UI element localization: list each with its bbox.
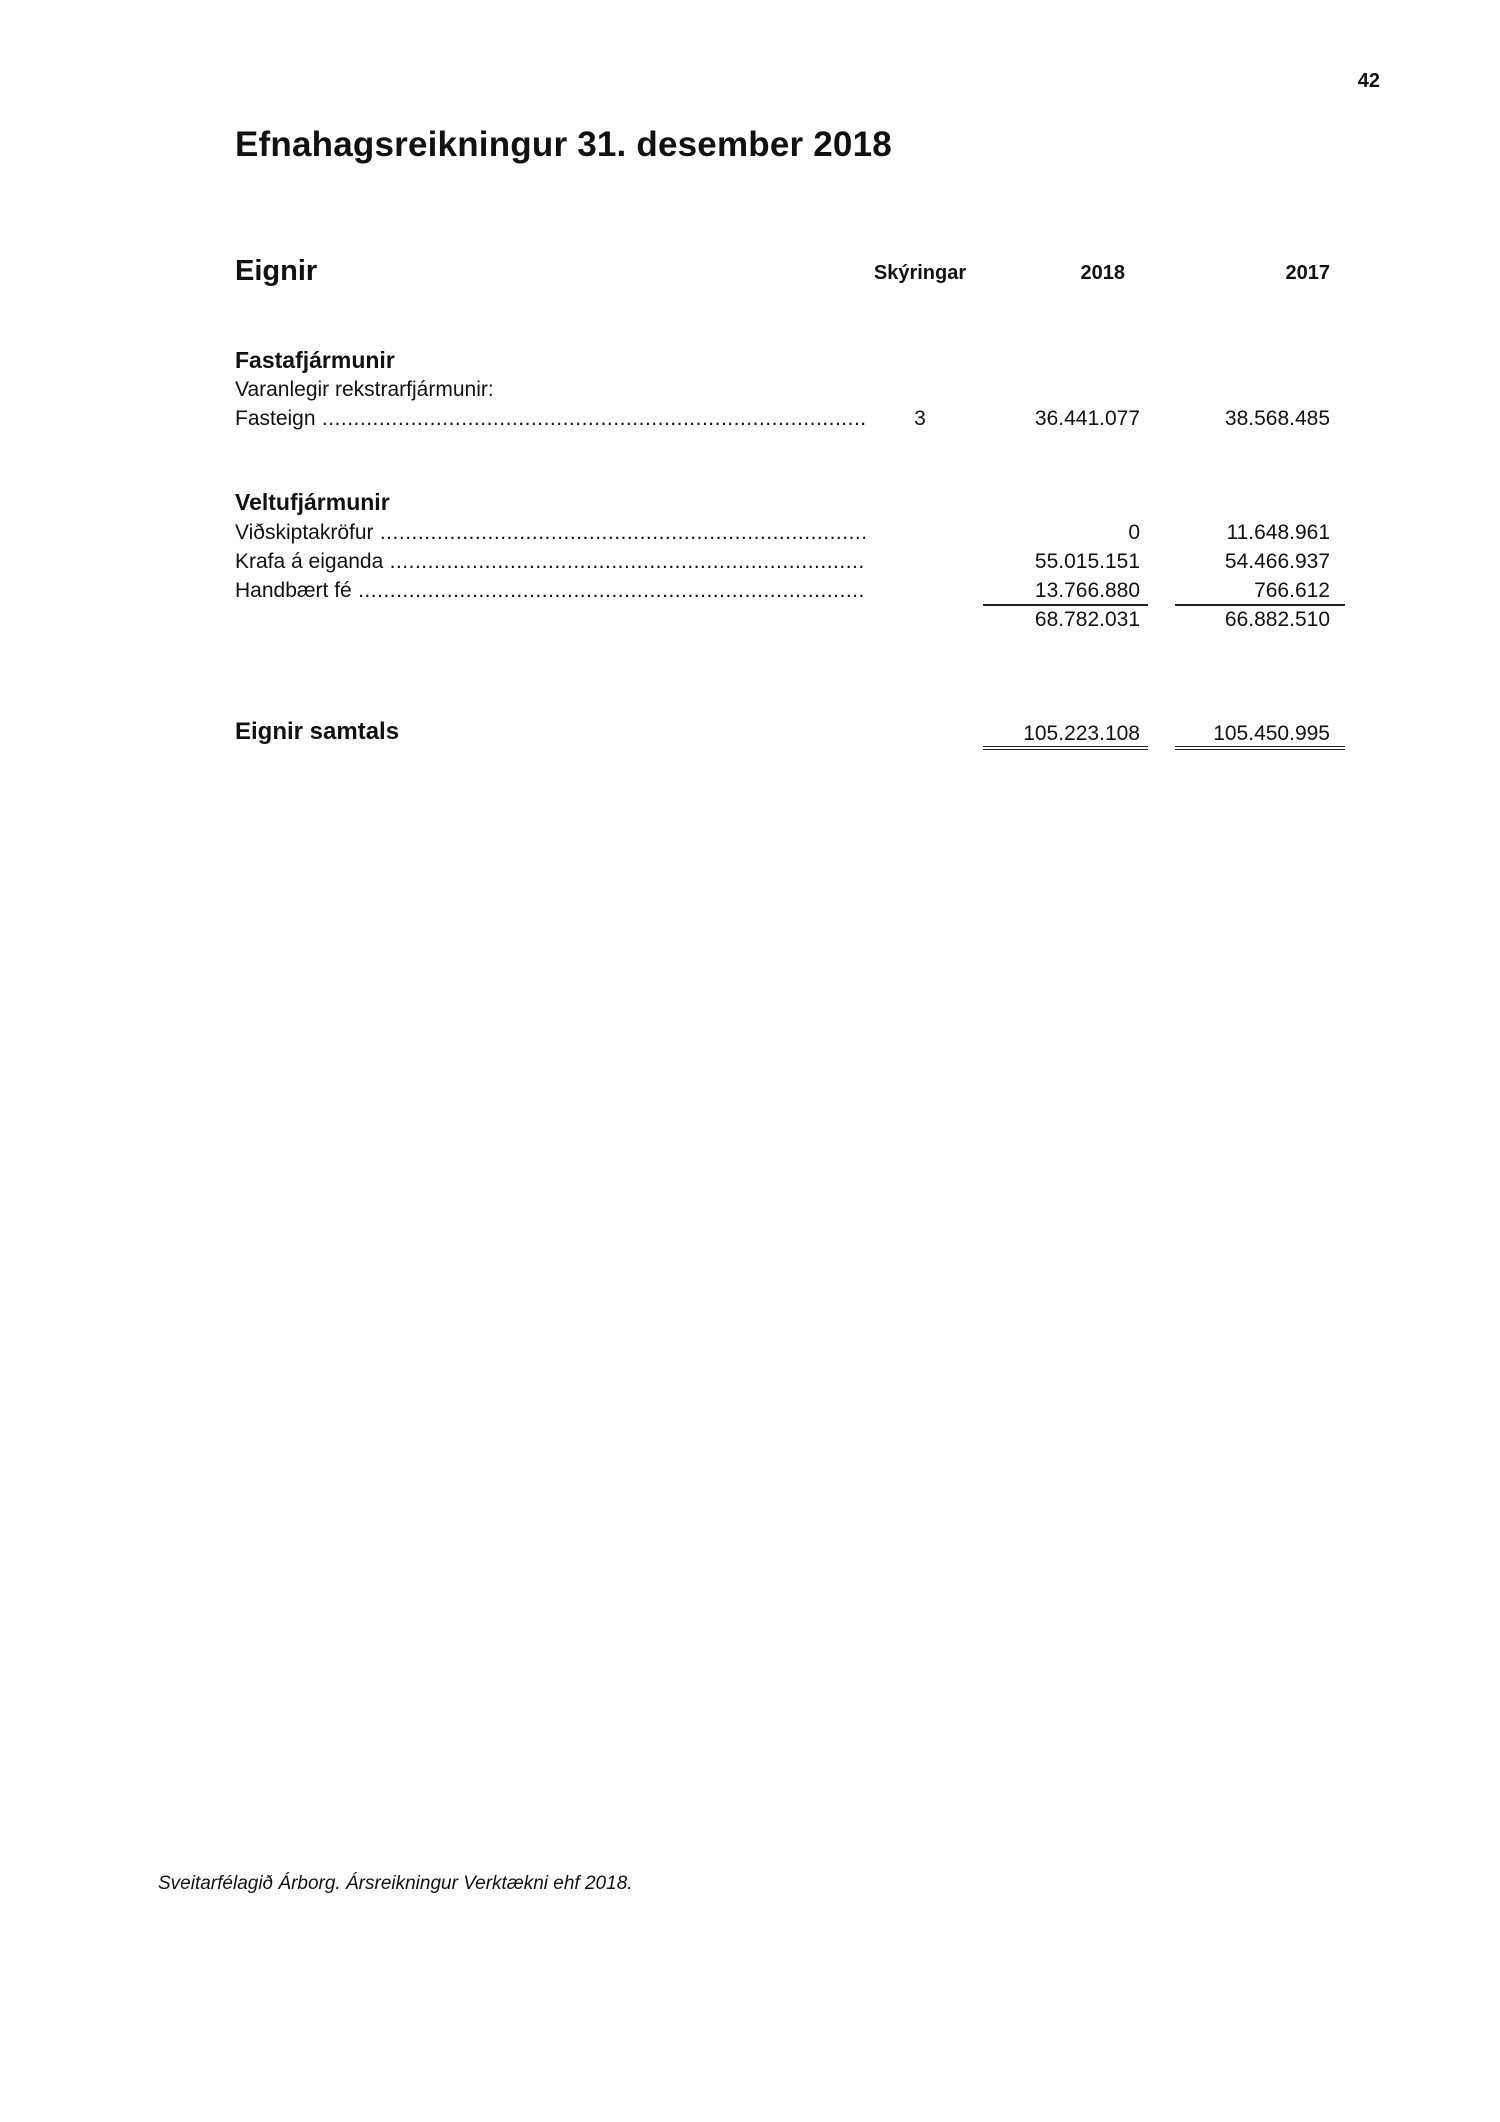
subtotal-current: 68.782.031 <box>1034 608 1140 631</box>
row-current-handbaert-fe: 13.766.880 <box>1034 579 1140 602</box>
document-title: Efnahagsreikningur 31. desember 2018 <box>235 125 892 164</box>
total-double-rule-current <box>983 746 1148 750</box>
total-current: 105.223.108 <box>1023 722 1140 745</box>
column-header-current-year: 2018 <box>1080 262 1125 284</box>
current-assets-heading: Veltufjármunir <box>235 489 390 515</box>
total-prior: 105.450.995 <box>1213 722 1330 745</box>
row-label-handbaert-fe: Handbært fé ..... <box>235 579 865 603</box>
row-label-fasteign: Fasteign ..... <box>235 407 865 431</box>
row-current-krafa-a-eiganda: 55.015.151 <box>1034 550 1140 573</box>
subtotal-rule-prior <box>1175 604 1345 606</box>
subtotal-rule-current <box>983 604 1148 606</box>
row-prior-krafa-a-eiganda: 54.466.937 <box>1224 550 1330 573</box>
row-current-vidskiptakrofur: 0 <box>1128 521 1140 544</box>
row-label-vidskiptakrofur: Viðskiptakröfur ..... <box>235 521 865 545</box>
footer-note: Sveitarfélagið Árborg. Ársreikningur Verktækni ehf 2018. <box>158 1873 633 1894</box>
row-prior-fasteign: 38.568.485 <box>1224 407 1330 430</box>
row-prior-vidskiptakrofur: 11.648.961 <box>1226 521 1330 544</box>
row-label-krafa-a-eiganda: Krafa á eiganda ..... <box>235 550 865 574</box>
row-note-fasteign: 3 <box>914 407 926 430</box>
fixed-assets-subheading: Varanlegir rekstrarfjármunir: <box>235 378 494 401</box>
page-number: 42 <box>1357 70 1380 92</box>
row-prior-handbaert-fe: 766.612 <box>1254 579 1330 602</box>
section-heading: Eignir <box>235 255 318 287</box>
column-header-notes: Skýringar <box>873 262 967 284</box>
row-current-fasteign: 36.441.077 <box>1034 407 1140 430</box>
subtotal-prior: 66.882.510 <box>1224 608 1330 631</box>
column-header-prior-year: 2017 <box>1285 262 1330 284</box>
total-label: Eignir samtals <box>235 718 400 745</box>
total-double-rule-prior <box>1175 746 1345 750</box>
fixed-assets-heading: Fastafjármunir <box>235 347 395 373</box>
